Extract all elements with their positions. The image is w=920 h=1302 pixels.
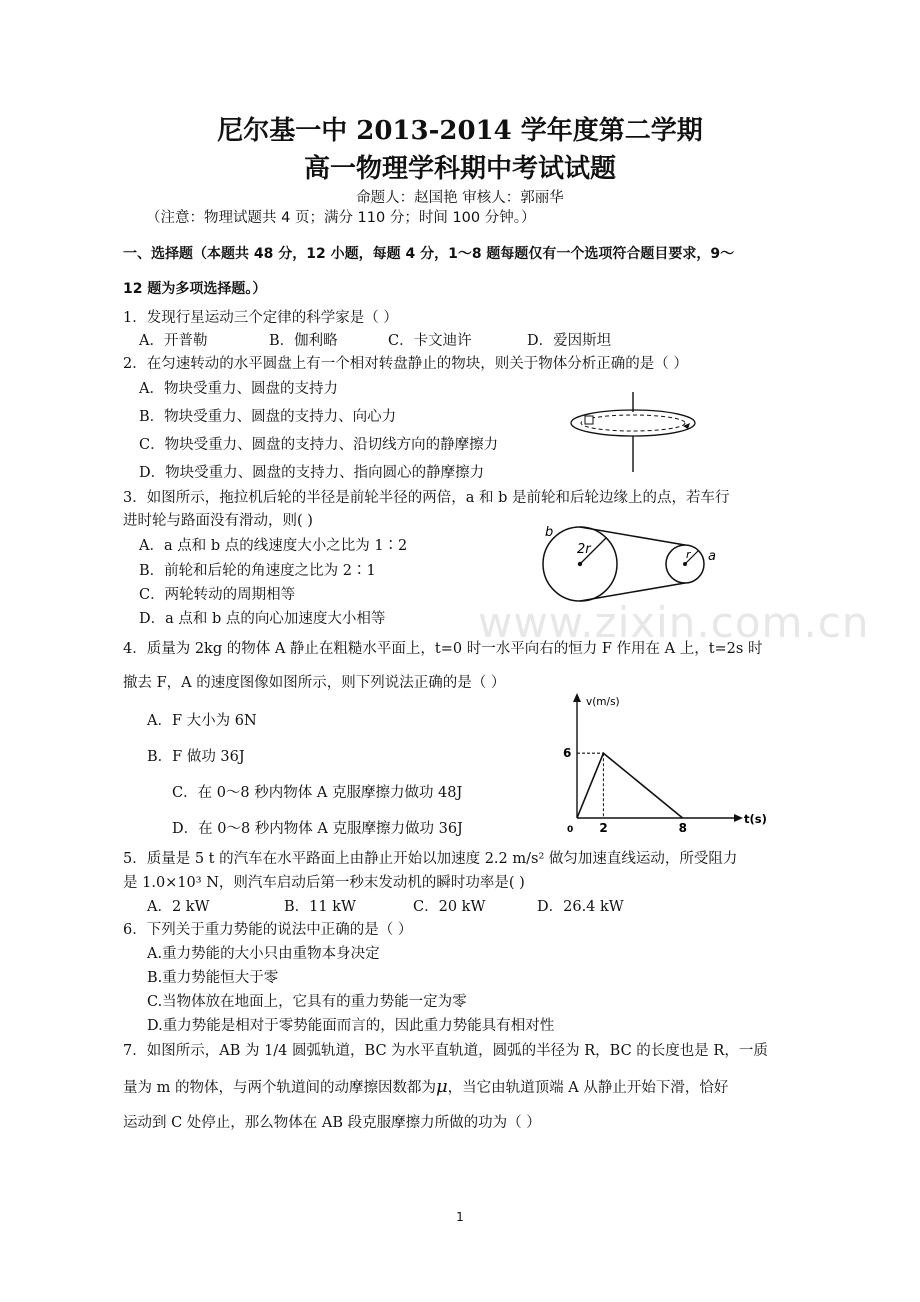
y-axis-label: v(m/s): [586, 696, 620, 708]
label-r: r: [686, 548, 691, 561]
q6-stem: 6．下列关于重力势能的说法中正确的是（ ）: [123, 922, 413, 938]
velocity-time-chart: [548, 688, 768, 838]
q5-stem-line1: 5．质量是 5 t 的汽车在水平路面上由静止开始以加速度 2.2 m/s² 做匀加速直线运动，所受阻力: [123, 851, 738, 867]
q5-option-b: B．11 kW: [284, 899, 356, 915]
q4-option-c: C．在 0～8 秒内物体 A 克服摩擦力做功 48J: [172, 785, 463, 801]
q3-option-c: C．两轮转动的周期相等: [139, 587, 296, 603]
y-tick-label: 6: [563, 746, 572, 761]
watermark: www.zixin.com.cn: [478, 598, 870, 647]
q7-stem-line2-post: ，当它由轨道顶端 A 从静止开始下滑，恰好: [447, 1080, 729, 1096]
q5-stem-line2: 是 1.0×10³ N，则汽车启动后第一秒末发动机的瞬时功率是( ): [123, 875, 525, 891]
q2-option-c: C．物块受重力、圆盘的支持力、沿切线方向的静摩擦力: [139, 437, 499, 453]
q3-stem-line2: 进时轮与路面没有滑动，则( ): [123, 513, 313, 529]
label-a: a: [708, 549, 716, 564]
q1-stem: 1．发现行星运动三个定律的科学家是（ ）: [123, 310, 398, 326]
exam-note: （注意：物理试题共 4 页；满分 110 分；时间 100 分钟。）: [146, 210, 536, 226]
q3-stem-line1: 3．如图所示，拖拉机后轮的半径是前轮半径的两倍，a 和 b 是前轮和后轮边缘上的点，若车行: [123, 490, 730, 506]
q3-option-a: A．a 点和 b 点的线速度大小之比为 1∶2: [139, 538, 408, 554]
y-axis-arrow-icon: [573, 693, 581, 702]
q1-option-b: B．伽利略: [269, 333, 338, 349]
q5-option-c: C．20 kW: [413, 899, 486, 915]
q1-option-c: C．卡文迪许: [388, 333, 472, 349]
rotation-direction-dashed: [581, 415, 685, 431]
block-on-disk: [585, 416, 593, 424]
document-title-line1: 尼尔基一中 2013-2014 学年度第二学期: [217, 116, 703, 146]
q2-option-a: A．物块受重力、圆盘的支持力: [139, 381, 338, 397]
q6-option-d: D.重力势能是相对于零势能面而言的，因此重力势能具有相对性: [147, 1018, 555, 1034]
mu-symbol: μ: [435, 1076, 448, 1097]
q6-option-c: C.当物体放在地面上，它具有的重力势能一定为零: [147, 994, 467, 1010]
q7-stem-line1: 7．如图所示，AB 为 1/4 圆弧轨道，BC 为水平直轨道，圆弧的半径为 R，BC 的长度也是 R，一质: [123, 1043, 768, 1059]
q5-option-d: D．26.4 kW: [537, 899, 624, 915]
q7-stem-line2: [123, 1078, 728, 1097]
rotating-disk-figure: [565, 390, 715, 474]
belt-top: [580, 527, 685, 545]
x-tick-label: 0: [567, 825, 574, 835]
q7-stem-line2-pre: 量为 m 的物体，与两个轨道间的动摩擦因数都为: [123, 1080, 436, 1096]
q4-option-d: D．在 0～8 秒内物体 A 克服摩擦力做功 36J: [172, 821, 463, 837]
section-heading-line2: 12 题为多项选择题。）: [123, 281, 267, 297]
q1-option-a: A．开普勒: [139, 333, 208, 349]
x-tick-label: 8: [678, 821, 687, 835]
x-tick-label: 2: [599, 821, 608, 835]
q3-option-b: B．前轮和后轮的角速度之比为 2∶1: [139, 563, 376, 579]
q6-option-b: B.重力势能恒大于零: [147, 970, 279, 986]
q7-stem-line3: 运动到 C 处停止，那么物体在 AB 段克服摩擦力所做的功为（ ）: [123, 1115, 541, 1131]
label-2r: 2r: [577, 542, 591, 557]
q2-option-d: D．物块受重力、圆盘的支持力、指向圆心的静摩擦力: [139, 465, 485, 481]
q2-option-b: B．物块受重力、圆盘的支持力、向心力: [139, 409, 397, 425]
page-number: 1: [456, 1210, 464, 1224]
section-heading-line1: 一、选择题（本题共 48 分，12 小题，每题 4 分，1～8 题每题仅有一个选项符合题目要求，9～: [123, 246, 735, 262]
q4-option-b: B．F 做功 36J: [147, 749, 245, 765]
x-axis-label: t(s): [744, 812, 767, 826]
document-title-line2: 高一物理学科期中考试试题: [303, 154, 616, 184]
q4-stem-line1: 4．质量为 2kg 的物体 A 静止在粗糙水平面上，t=0 时一水平向右的恒力 F 作用在 A 上，t=2s 时: [123, 641, 763, 657]
q6-option-a: A.重力势能的大小只由重物本身决定: [147, 946, 380, 962]
q3-option-d: D．a 点和 b 点的向心加速度大小相等: [139, 611, 386, 627]
q4-stem-line2: 撤去 F，A 的速度图像如图所示，则下列说法正确的是（ ）: [123, 675, 506, 691]
label-b: b: [545, 525, 554, 540]
velocity-line: [577, 753, 683, 818]
authors-line: 命题人：赵国艳 审核人：郭丽华: [356, 190, 564, 206]
q1-option-d: D．爱因斯坦: [527, 333, 612, 349]
x-axis-arrow-icon: [734, 814, 743, 822]
q4-option-a: A．F 大小为 6N: [147, 713, 257, 729]
q2-stem: 2．在匀速转动的水平圆盘上有一个相对转盘静止的物块，则关于物体分析正确的是（ ）: [123, 356, 688, 372]
q5-option-a: A．2 kW: [147, 899, 210, 915]
